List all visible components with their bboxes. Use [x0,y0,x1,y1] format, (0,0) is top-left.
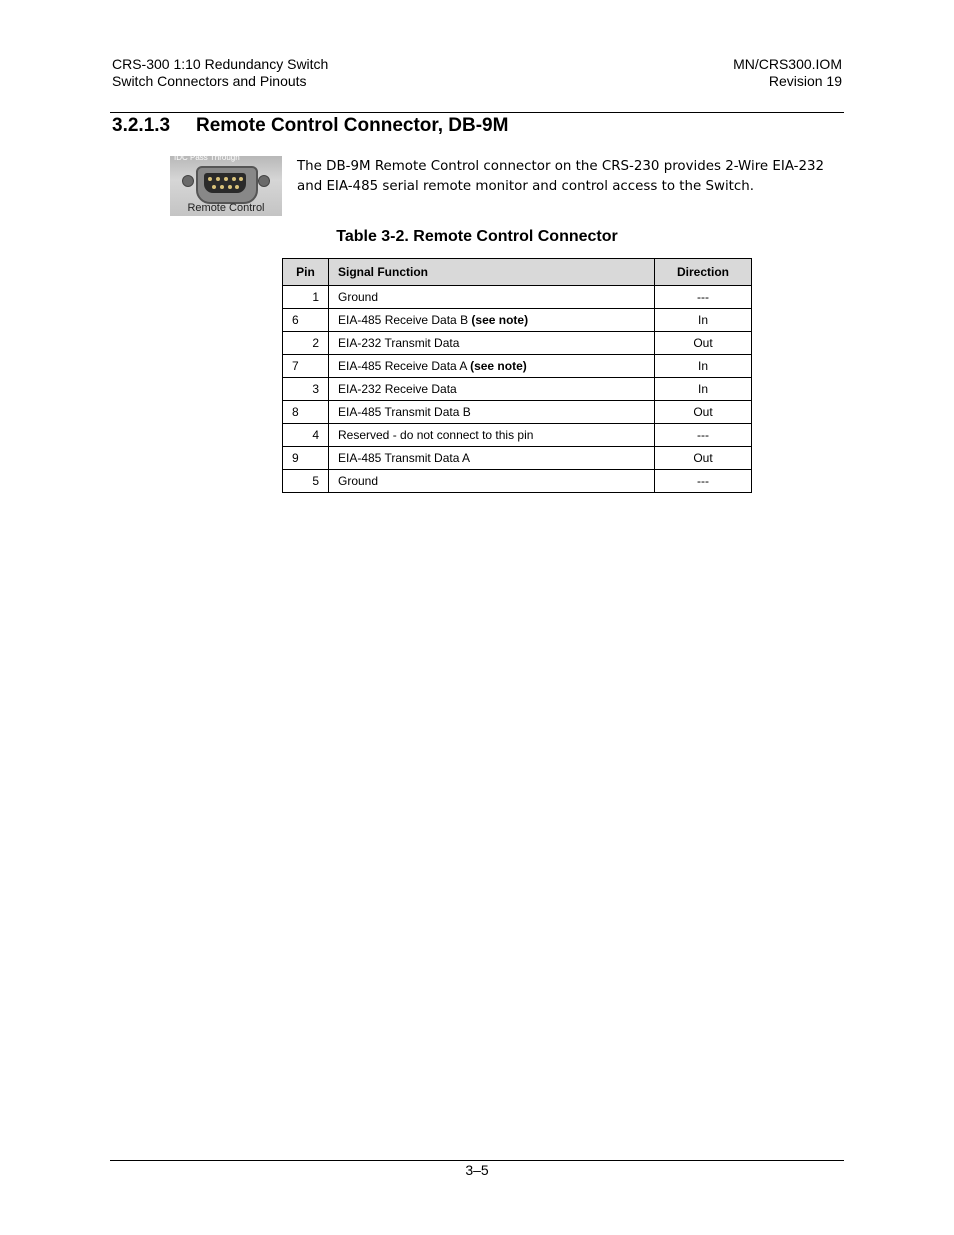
pin-cell: 5 [283,470,329,493]
table-row [283,378,752,401]
pin-cell: 4 [283,424,329,447]
connector-label: Remote Control [187,202,265,214]
pin-icon [235,185,239,189]
table-row [283,286,752,309]
direction-cell: --- [655,286,752,309]
pin-cell: 7 [283,355,329,378]
table-row [283,332,752,355]
section-number: 3.2.1.3 [112,115,171,136]
screw-icon [258,175,270,187]
page-number: 3–5 [465,1162,489,1178]
pin-icon [224,177,228,181]
header-signal-function: Signal Function [329,259,655,286]
function-cell: EIA-232 Receive Data [329,378,655,401]
section-heading [112,115,508,137]
direction-cell: Out [655,332,752,355]
pin-icon [220,185,224,189]
direction-cell: Out [655,447,752,470]
direction-cell: In [655,355,752,378]
function-cell: EIA-485 Receive Data A (see note) [329,355,655,378]
pin-cell: 1 [283,286,329,309]
pin-icon [232,177,236,181]
pin-icon [239,177,243,181]
table-row [283,447,752,470]
doc-title: CRS-300 1:10 Redundancy Switch [112,56,329,72]
section-title: Remote Control Connector, DB-9M [196,115,509,136]
function-cell: EIA-232 Transmit Data [329,332,655,355]
table-row [283,309,752,332]
table-row [283,424,752,447]
doc-id: MN/CRS300.IOM [733,56,842,72]
function-cell: EIA-485 Receive Data B (see note) [329,309,655,332]
table-header-row [283,259,752,286]
table-caption: Table 3-2. Remote Control Connector [336,228,618,245]
direction-cell: In [655,309,752,332]
header-right [733,56,842,90]
pin-cell: 2 [283,332,329,355]
table-row [283,401,752,424]
direction-cell: In [655,378,752,401]
direction-cell: --- [655,470,752,493]
doc-revision: Revision 19 [768,73,842,89]
pin-cell: 3 [283,378,329,401]
connector-shell [196,166,258,204]
pin-icon [216,177,220,181]
doc-chapter: Switch Connectors and Pinouts [112,73,307,89]
pin-icon [208,177,212,181]
header-direction: Direction [655,259,752,286]
direction-cell: Out [655,401,752,424]
connector-top-text: IDC Pass Through [174,156,240,162]
intro-paragraph: The DB-9M Remote Control connector on the CRS-230 provides 2-Wire EIA-232 and EIA-485 serial remote monitor and control access to the Switch. [297,159,825,194]
pin-cell: 6 [283,309,329,332]
see-note: (see note) [471,313,529,327]
table-row [283,355,752,378]
table-row [283,470,752,493]
header-divider [110,112,844,113]
pinout-table [282,258,752,493]
header-left [112,56,328,90]
direction-cell: --- [655,424,752,447]
screw-icon [182,175,194,187]
function-cell: Reserved - do not connect to this pin [329,424,655,447]
pin-icon [212,185,216,189]
function-cell: Ground [329,470,655,493]
function-cell: Ground [329,286,655,309]
connector-insert [204,173,246,193]
pin-icon [228,185,232,189]
pin-cell: 9 [283,447,329,470]
pin-cell: 8 [283,401,329,424]
db9-connector-image [170,156,282,216]
see-note: (see note) [470,359,527,373]
function-cell: EIA-485 Transmit Data A [329,447,655,470]
footer-divider [110,1160,844,1161]
function-cell: EIA-485 Transmit Data B [329,401,655,424]
header-pin: Pin [283,259,329,286]
